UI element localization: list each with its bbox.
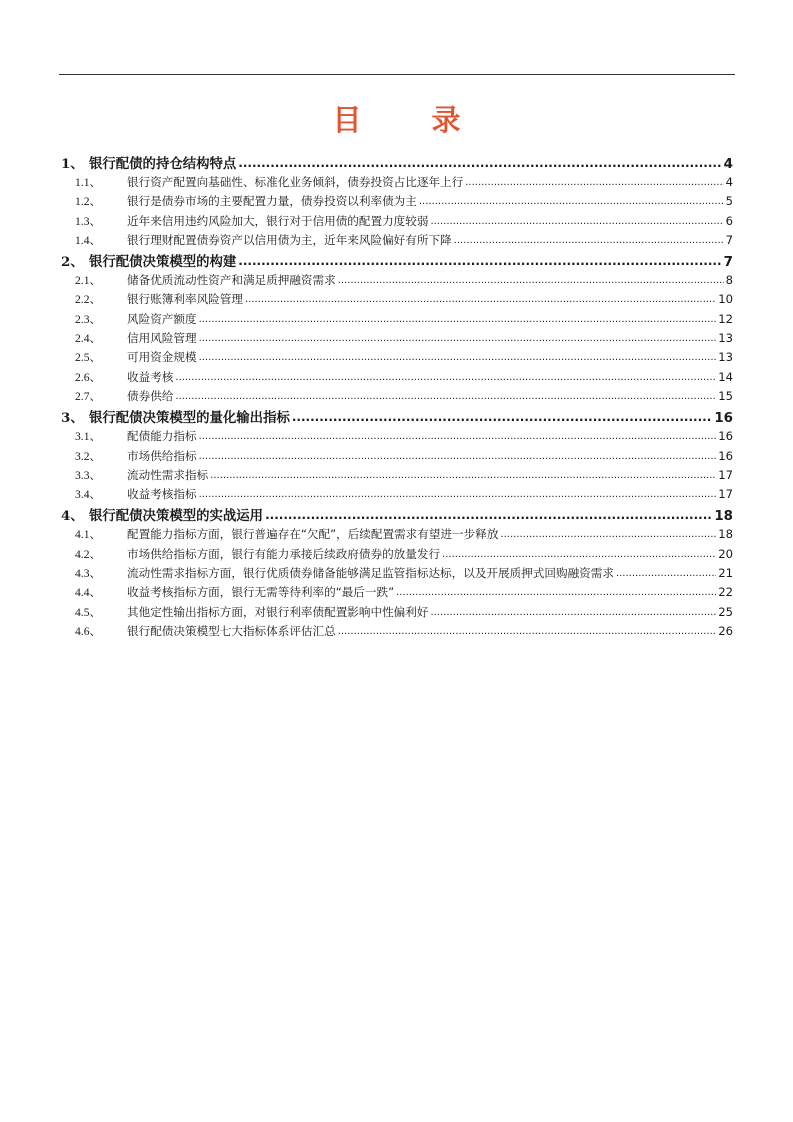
toc-subsection-entry[interactable] (61, 486, 733, 505)
toc-leader-dots (199, 489, 717, 500)
toc-entry-page: 4 (723, 157, 733, 172)
toc-leader-dots (616, 568, 716, 579)
toc-entry-title: 银行账簿利率风险管理 (127, 292, 243, 307)
toc-entry-title: 收益考核指标方面，银行无需等待利率的“最后一跌” (127, 585, 395, 600)
toc-entry-page: 18 (718, 527, 733, 542)
toc-leader-dots (292, 410, 713, 424)
toc-entry-number: 2.1、 (75, 274, 102, 288)
toc-entry-title: 银行配债决策模型的实战运用 (89, 509, 264, 525)
toc-entry-number: 1.2、 (75, 195, 102, 209)
toc-entry-title: 银行配债决策模型七大指标体系评估汇总 (127, 623, 336, 638)
toc-section-entry[interactable] (61, 407, 733, 428)
toc-subsection-entry[interactable] (61, 174, 733, 193)
toc-leader-dots (245, 294, 716, 305)
toc-entry-number: 3.2、 (75, 449, 102, 463)
toc-leader-dots (175, 372, 716, 383)
toc-entry-number: 4、 (61, 508, 84, 525)
toc-subsection-entry[interactable] (61, 272, 733, 291)
toc-subsection-entry[interactable] (61, 467, 733, 486)
toc-title: 目 录 (332, 103, 491, 137)
toc-entry-number: 1.1、 (75, 176, 102, 189)
toc-entry-title: 配置能力指标方面，银行普遍存在“欠配”，后续配置需求有望进一步释放 (127, 527, 499, 542)
toc-subsection-entry[interactable] (61, 546, 733, 565)
toc-leader-dots (500, 529, 716, 540)
toc-entry-title: 流动性需求指标 (127, 467, 209, 482)
toc-subsection-entry[interactable] (61, 584, 733, 603)
toc-subsection-entry[interactable] (61, 213, 733, 232)
toc-entry-page: 5 (725, 194, 733, 209)
toc-entry-page: 17 (718, 487, 733, 502)
toc-entry-title: 市场供给指标方面，银行有能力承接后续政府债券的放量发行 (127, 546, 441, 561)
toc-entry-title: 债券供给 (127, 388, 174, 403)
toc-entry-page: 10 (718, 292, 733, 307)
toc-entry-number: 2.2、 (75, 293, 102, 307)
toc-subsection-entry[interactable] (61, 311, 733, 330)
header-rule (59, 74, 735, 75)
toc-entry-page: 13 (718, 350, 733, 365)
toc-entry-page: 18 (714, 509, 733, 525)
toc-entry-page: 21 (718, 566, 733, 581)
toc-subsection-entry[interactable] (61, 193, 733, 212)
toc-entry-page: 16 (714, 411, 733, 427)
toc-leader-dots (199, 333, 717, 344)
toc-leader-dots (430, 607, 716, 618)
toc-entry-title: 可用资金规模 (127, 350, 197, 365)
toc-leader-dots (454, 235, 724, 246)
toc-leader-dots (210, 470, 716, 481)
toc-leader-dots (265, 508, 712, 522)
toc-entry-number: 4.3、 (75, 567, 102, 581)
toc-subsection-entry[interactable] (61, 388, 733, 407)
toc-leader-dots (238, 254, 721, 268)
toc-entry-page: 14 (718, 369, 733, 384)
toc-subsection-entry[interactable] (61, 232, 733, 251)
toc-entry-number: 1、 (61, 156, 84, 172)
toc-leader-dots (238, 156, 721, 170)
toc-leader-dots (419, 196, 724, 207)
toc-entry-number: 2.4、 (75, 332, 102, 346)
toc-entry-title: 银行配债决策模型的量化输出指标 (89, 411, 290, 427)
toc-entry-title: 收益考核指标 (127, 487, 197, 502)
toc-subsection-entry[interactable] (61, 349, 733, 368)
toc-leader-dots (199, 314, 717, 325)
toc-entry-page: 7 (725, 232, 733, 247)
toc-entry-title: 风险资产额度 (127, 311, 197, 326)
table-of-contents (61, 153, 733, 642)
toc-entry-title: 银行理财配置债券资产以信用债为主，近年来风险偏好有所下降 (127, 232, 452, 247)
toc-entry-page: 12 (718, 311, 733, 326)
toc-entry-number: 4.6、 (75, 624, 102, 638)
toc-leader-dots (199, 451, 717, 462)
toc-leader-dots (338, 626, 717, 637)
toc-entry-title: 收益考核 (127, 369, 174, 384)
toc-entry-title: 流动性需求指标方面，银行优质债券储备能够满足监管指标达标，以及开展质押式回购融资需求 (127, 566, 614, 581)
toc-entry-number: 4.2、 (75, 547, 102, 561)
toc-entry-number: 2.7、 (75, 389, 102, 403)
toc-subsection-entry[interactable] (61, 448, 733, 467)
toc-entry-page: 6 (725, 213, 733, 228)
toc-entry-title: 信用风险管理 (127, 331, 197, 346)
toc-subsection-entry[interactable] (61, 291, 733, 310)
toc-entry-page: 17 (718, 467, 733, 482)
toc-leader-dots (175, 391, 716, 402)
toc-entry-number: 1.4、 (75, 233, 102, 247)
toc-entry-number: 1.3、 (75, 214, 102, 228)
toc-subsection-entry[interactable] (61, 623, 733, 642)
toc-entry-title: 其他定性输出指标方面，对银行利率债配置影响中性偏利好 (127, 604, 429, 619)
toc-entry-title: 近年来信用违约风险加大，银行对于信用债的配置力度较弱 (127, 213, 429, 228)
toc-entry-number: 4.4、 (75, 586, 102, 600)
toc-entry-title: 银行资产配置向基础性、标准化业务倾斜，债券投资占比逐年上行 (127, 175, 464, 189)
toc-entry-page: 15 (718, 388, 733, 403)
toc-entry-page: 16 (718, 448, 733, 463)
toc-entry-number: 3.1、 (75, 430, 102, 444)
toc-entry-title: 银行配债决策模型的构建 (89, 255, 237, 271)
toc-entry-number: 3、 (61, 410, 84, 427)
toc-entry-number: 3.4、 (75, 488, 102, 502)
toc-leader-dots (338, 275, 724, 286)
toc-leader-dots (199, 431, 717, 442)
toc-leader-dots (430, 216, 723, 227)
toc-entry-number: 3.3、 (75, 468, 102, 482)
toc-entry-page: 13 (718, 331, 733, 346)
toc-subsection-entry[interactable] (61, 428, 733, 447)
toc-subsection-entry[interactable] (61, 369, 733, 388)
toc-entry-title: 储备优质流动性资产和满足质押融资需求 (127, 273, 336, 288)
toc-subsection-entry[interactable] (61, 526, 733, 545)
toc-section-entry[interactable] (61, 505, 733, 526)
toc-entry-page: 8 (725, 273, 733, 288)
toc-entry-number: 2.5、 (75, 351, 102, 365)
toc-entry-title: 配债能力指标 (127, 429, 197, 444)
toc-entry-number: 2.6、 (75, 370, 102, 384)
toc-leader-dots (199, 352, 717, 363)
toc-entry-page: 7 (723, 255, 733, 271)
toc-entry-page: 26 (718, 623, 733, 638)
toc-entry-page: 22 (718, 585, 733, 600)
toc-leader-dots (465, 177, 723, 188)
toc-entry-number: 4.5、 (75, 605, 102, 619)
toc-entry-number: 4.1、 (75, 528, 102, 542)
toc-leader-dots (442, 549, 716, 560)
toc-section-entry[interactable] (61, 153, 733, 174)
toc-leader-dots (396, 587, 716, 598)
toc-entry-page: 25 (718, 604, 733, 619)
toc-section-entry[interactable] (61, 251, 733, 272)
toc-entry-title: 银行是债券市场的主要配置力量，债券投资以利率债为主 (127, 194, 417, 209)
toc-entry-page: 16 (718, 429, 733, 444)
toc-subsection-entry[interactable] (61, 330, 733, 349)
toc-entry-title: 市场供给指标 (127, 448, 197, 463)
toc-subsection-entry[interactable] (61, 565, 733, 584)
toc-entry-number: 2.3、 (75, 312, 102, 326)
toc-entry-page: 4 (725, 175, 733, 189)
toc-entry-page: 20 (718, 546, 733, 561)
toc-subsection-entry[interactable] (61, 604, 733, 623)
toc-entry-title: 银行配债的持仓结构特点 (89, 157, 237, 172)
toc-entry-number: 2、 (61, 254, 84, 271)
